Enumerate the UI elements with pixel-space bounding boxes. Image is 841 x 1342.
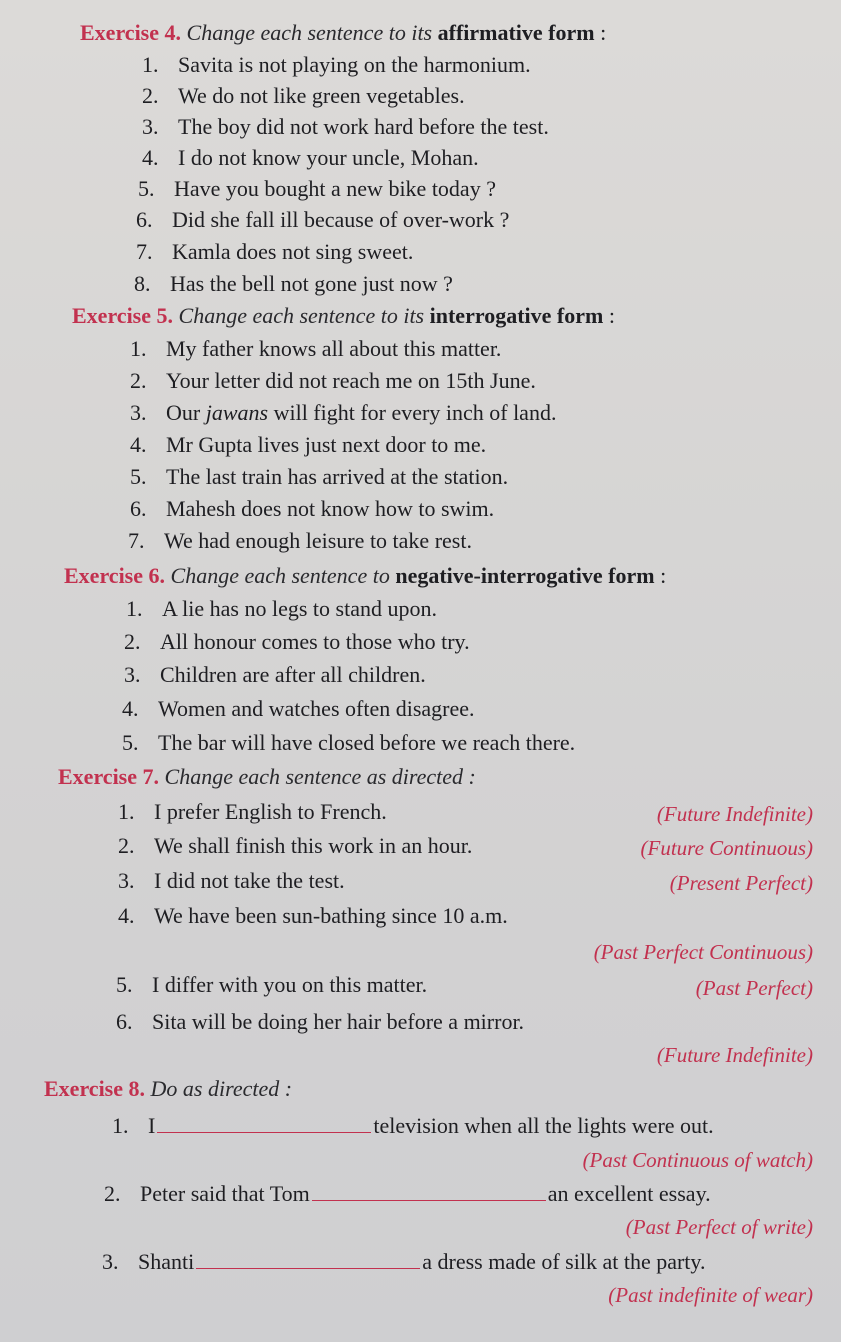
item-text: Children are after all children. [160,662,426,687]
exercise-4-item [142,83,465,109]
tense-hint [583,1148,813,1173]
exercise-8-heading [44,1076,292,1102]
item-number: 2. [118,833,135,858]
item-text: Mahesh does not know how to swim. [166,496,495,521]
exercise-4-item [136,207,509,233]
exercise-form: affirmative form [437,20,595,45]
item-text: Did she fall ill because of over-work ? [172,207,510,232]
item-text: a dress made of silk at the party. [422,1249,706,1274]
item-number: 1. [142,52,159,77]
item-number: 1. [130,336,147,361]
item-number: 8. [134,271,151,296]
exercise-instruction: Change each sentence to its [178,303,425,328]
hint-close: ) [806,1215,813,1239]
tense-hint: (Past Perfect) [695,976,813,1000]
item-text: Mr Gupta lives just next door to me. [166,432,487,457]
hint-text: (Past Perfect of [625,1215,763,1239]
item-text: will fight for every inch of land. [268,400,557,425]
exercise-5-item [130,336,501,362]
exercise-5-item [130,464,508,490]
exercise-5-item [130,368,536,394]
item-number: 3. [124,662,141,687]
item-number: 6. [116,1009,133,1034]
item-number: 1. [112,1113,129,1138]
hint-verb: write [762,1215,806,1239]
item-text: I did not take the test. [154,868,345,893]
item-number: 5. [122,730,139,755]
exercise-6-item [122,730,575,756]
exercise-instruction: Change each sentence to its [186,20,433,45]
item-text: I [148,1113,156,1138]
item-number: 7. [136,239,153,264]
item-text: I differ with you on this matter. [152,972,428,997]
exercise-4-item [138,176,496,202]
item-text: an excellent essay. [547,1181,711,1206]
item-number: 4. [118,903,135,928]
item-text: Women and watches often disagree. [158,696,475,721]
exercise-form: negative-interrogative form [395,563,655,588]
exercise-4-item [136,239,413,265]
item-number: 5. [130,464,147,489]
item-number: 7. [128,528,145,553]
exercise-colon: : [660,563,667,588]
exercise-6-item [124,629,470,655]
item-text: A lie has no legs to stand upon. [162,596,437,621]
exercise-5-item [130,432,486,458]
tense-hint [608,1283,813,1308]
item-number: 5. [138,176,155,201]
item-number: 2. [124,629,141,654]
item-text: The bar will have closed before we reach there. [158,730,576,755]
answer-blank[interactable] [196,1266,420,1269]
exercise-colon: : [600,20,607,45]
exercise-instruction: Change each sentence as directed : [164,764,476,789]
item-text: Your letter did not reach me on 15th June. [166,368,536,393]
exercise-colon: : [608,303,615,328]
exercise-instruction: Do as directed : [150,1076,293,1101]
item-text: Has the bell not gone just now ? [170,271,453,296]
item-text: Sita will be doing her hair before a mirror. [152,1009,525,1034]
exercise-label: Exercise 4. [80,20,182,45]
exercise-label: Exercise 8. [44,1076,146,1101]
exercise-6-item [124,662,426,688]
item-text: Shanti [138,1249,195,1274]
exercise-8-item [112,1113,714,1139]
item-text: I do not know your uncle, Mohan. [178,145,479,170]
answer-blank[interactable] [157,1130,371,1133]
item-number: 4. [122,696,139,721]
exercise-label: Exercise 6. [64,563,166,588]
exercise-4-item [134,271,453,297]
exercise-6-heading [64,563,666,589]
item-number: 3. [118,868,135,893]
exercise-7-item [118,868,345,894]
item-text: Our [166,400,206,425]
item-text: We shall finish this work in an hour. [154,833,473,858]
exercise-5-heading [72,303,615,329]
item-number: 2. [142,83,159,108]
hint-verb: wear [764,1283,806,1307]
exercise-4-item [142,52,531,78]
item-text: The last train has arrived at the station. [166,464,509,489]
exercise-8-item [102,1249,706,1275]
item-text: Peter said that Tom [140,1181,310,1206]
exercise-label: Exercise 5. [72,303,174,328]
tense-hint: (Future Indefinite) [656,1043,813,1067]
exercise-7-heading [58,764,476,790]
item-text: Savita is not playing on the harmonium. [178,52,531,77]
item-number: 1. [118,799,135,824]
exercise-instruction: Change each sentence to [170,563,390,588]
item-number: 4. [130,432,147,457]
exercise-5-item [130,496,494,522]
item-text: Have you bought a new bike today ? [174,176,496,201]
item-number: 2. [130,368,147,393]
item-number: 3. [130,400,147,425]
exercise-6-item [122,696,475,722]
exercise-4-item [142,114,549,140]
item-text: I prefer English to French. [154,799,387,824]
item-number: 2. [104,1181,121,1206]
exercise-form: interrogative form [429,303,604,328]
tense-hint [626,1215,813,1240]
item-text: Kamla does not sing sweet. [172,239,414,264]
exercise-4-item [142,145,479,171]
exercise-8-item [104,1181,711,1207]
exercise-7-item [116,1009,524,1035]
item-text: The boy did not work hard before the test. [178,114,549,139]
item-text: television when all the lights were out. [373,1113,714,1138]
tense-hint: (Past Perfect Continuous) [593,940,813,964]
hint-verb: watch [755,1148,806,1172]
exercise-6-item [126,596,437,622]
item-text: All honour comes to those who try. [160,629,470,654]
item-italic-word: jawans [205,400,269,425]
item-number: 3. [102,1249,119,1274]
tense-hint: (Present Perfect) [669,871,813,895]
item-number: 6. [136,207,153,232]
item-text: We do not like green vegetables. [178,83,465,108]
item-number: 5. [116,972,133,997]
item-text: We have been sun-bathing since 10 a.m. [154,903,508,928]
exercise-label: Exercise 7. [58,764,160,789]
item-number: 1. [126,596,143,621]
hint-close: ) [806,1283,813,1307]
hint-text: (Past indefinite of [608,1283,764,1307]
item-text: My father knows all about this matter. [166,336,502,361]
tense-hint: (Future Indefinite) [656,802,813,826]
tense-hint: (Future Continuous) [640,836,813,860]
hint-text: (Past Continuous of [582,1148,756,1172]
item-number: 4. [142,145,159,170]
exercise-7-item [118,903,508,929]
exercise-7-item [116,972,427,998]
hint-close: ) [806,1148,813,1172]
item-text: We had enough leisure to take rest. [164,528,472,553]
answer-blank[interactable] [312,1198,546,1201]
item-number: 3. [142,114,159,139]
exercise-7-item [118,833,472,859]
exercise-7-item [118,799,387,825]
exercise-4-heading [80,20,606,46]
exercise-5-item [128,528,472,554]
exercise-5-item [130,400,556,426]
item-number: 6. [130,496,147,521]
